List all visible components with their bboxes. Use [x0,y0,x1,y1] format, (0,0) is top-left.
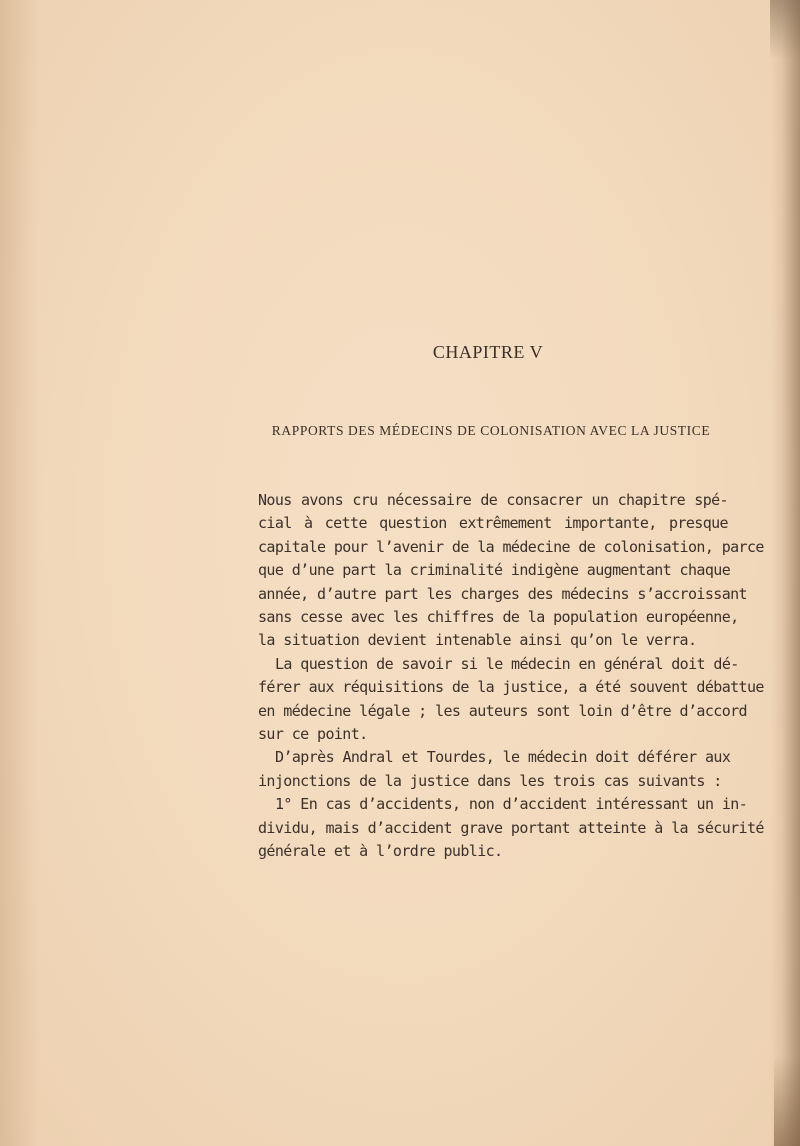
text-line: année, d’autre part les charges des médecins s’accroissant [258,584,747,603]
page-corner-top-right [770,0,800,60]
text-line: capitale pour l’avenir de la médecine de colonisation, parce [258,537,764,556]
text-line: Nous avons cru nécessaire de consacrer un chapitre spé- [258,491,728,509]
page-corner-bottom-right [774,1056,800,1146]
body-text [258,489,764,864]
text-line: 1° En cas d’accidents, non d’accident intéressant un in- [275,795,748,814]
text-line: sur ce point. [258,725,368,744]
text-line: en médecine légale ; les auteurs sont loin d’être d’accord [258,701,747,720]
chapter-title: CHAPITRE V [432,342,544,362]
page-edge-right [770,0,800,1146]
text-line: sans cesse avec les chiffres de la population européenne, [258,608,739,627]
text-line: dividu, mais d’accident grave portant atteinte à la sécurité [258,818,764,837]
text-line: la situation devient intenable ainsi qu’on le verra. [258,631,697,650]
text-line: La question de savoir si le médecin en général doit dé- [275,654,739,673]
text-line: générale et à l’ordre public. [258,842,503,861]
page-edge-left [0,0,40,1146]
text-line: férer aux réquisitions de la justice, a été souvent débattue [258,678,764,697]
text-line: injonctions de la justice dans les trois cas suivants : [258,771,722,790]
text-line: que d’une part la criminalité indigène augmentant chaque [258,561,731,580]
text-line: cial à cette question extrêmement importante, presque [258,514,728,533]
chapter-subtitle: RAPPORTS DES MÉDECINS DE COLONISATION AVEC LA JUSTICE [271,423,711,438]
chapter-heading [0,342,800,363]
text-line: D’après Andral et Tourdes, le médecin doit déférer aux [275,748,731,767]
